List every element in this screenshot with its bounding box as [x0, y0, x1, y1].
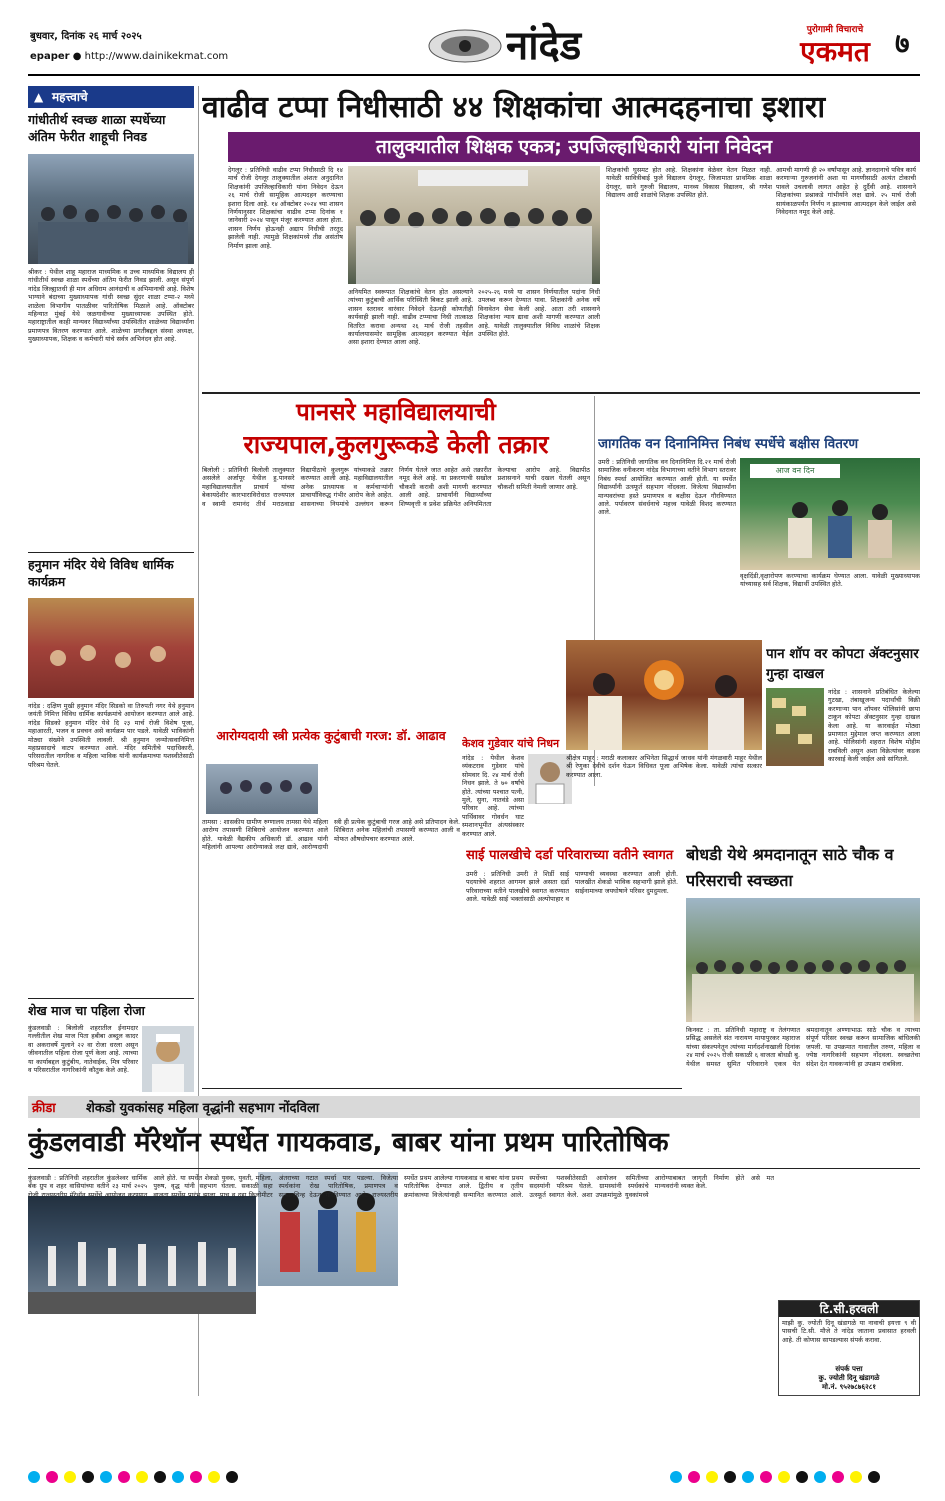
epaper-line — [30, 51, 230, 65]
obituary-body: नांदेड : येथील केशव व्यंकटराव गुडेवार यांचे सोमवार दि. २४ मार्च रोजी निधन झाले. ते ७० वर्षांचे होते. त्यांच्या पश्चात पत्नी, मुले, सुना, नातवंडे असा परिवार आहे. त्यांच्या पार्थिवावर गोवर्धन घाट स्मशानभूमीत अंत्यसंस्कार करण्यात आले. — [462, 754, 524, 838]
group-icon — [348, 166, 600, 284]
sports-banner-text: शेकडो युवकांसह महिला वृद्धांनी सहभाग नोंदविला — [86, 1101, 320, 1116]
deity-icon — [566, 640, 762, 750]
lead-col4: शिक्षकांची घुसमट होत आहे. शिक्षकांना वेळेवर वेतन मिळत नाही. यावेळी सावित्रीबाई फुले विद्यालय देगलूर, जिजामाता प्राथमिक शाळा देगलूर, साने गुरुजी विद्यालय, मानव्य विकास विद्यालय, श्री गणेश विद्यालय आदी शाळांचे शिक्षक उपस्थित होते. — [606, 166, 772, 200]
panasare-headline-1: पानसरे महाविद्यालयाची — [296, 398, 496, 426]
seized-goods-photo — [766, 688, 824, 766]
gathering-icon — [28, 598, 194, 698]
magenta-dot-icon — [190, 1471, 202, 1483]
yellow-dot-icon — [64, 1471, 76, 1483]
page-number: ७ — [895, 27, 910, 60]
cyan-dot-icon — [814, 1471, 826, 1483]
date-line: बुधवार, दिनांक २६ मार्च २०२५ — [30, 31, 142, 42]
logo-tagline: पुरोगामी विचाराचे — [806, 25, 864, 35]
logo-name: एकमत — [800, 35, 870, 68]
harvali-notice — [778, 1300, 920, 1396]
students-photo — [28, 154, 194, 264]
obituary-headline: केशव गुडेवार यांचे निधन — [462, 737, 560, 750]
sports-body: कुंडलवाडी : प्रतिनिधी शहरातील कुंडलेश्वर धार्मिक बँक ग्रुप व शहर वासियांच्या वतीने २३ मार्च २०२५ रोजी राज्यस्तरीय मॅरेथॉन स्पर्धेचे आयोजन करण्यात आले होते. या स्पर्धेत शेकडो युवक, युवती, महिला, पुरुष, वृद्ध यांनी सहभाग घेतला. सकाळी सहा वाजता स्पर्धेस प्रारंभ झाला. पाच व दहा किलोमीटर अंतराच्या गटात स्पर्धा पार पडल्या. विजेत्या स्पर्धकांना रोख पारितोषिक, प्रमाणपत्र व सन्मानचिन्ह देऊन गौरविण्यात आले. राज्यस्तरीय स्पर्धेत प्रथम आलेल्या गायकवाड व बाबर यांना प्रथम पारितोषिक देण्यात आले. द्वितीय व तृतीय क्रमांकाच्या विजेत्यांनाही सन्मानित करण्यात आले. स्पर्धेच्या यशस्वीतेसाठी आयोजन समितीच्या सदस्यांनी परिश्रम घेतले. ग्रामस्थांनी स्पर्धकांचे उत्स्फूर्त स्वागत केले. अशा उपक्रमांमुळे युवकांमध्ये आरोग्याबाबत जागृती निर्माण होते असे मत मान्यवरांनी व्यक्त केले. — [28, 1174, 774, 1199]
harvali-body: माझी कु. ज्योती दिनू खंडागळे या नावाची इयत्ता ९ वी पासची टि.सी. मौजे ते नांदेड जाताना प्रवासात हरवली आहे. ती कोणास सापडल्यास संपर्क करावा. — [782, 1319, 916, 1344]
yellow-dot-icon — [850, 1471, 862, 1483]
person-icon — [142, 1026, 194, 1092]
group-icon — [686, 898, 920, 1022]
cyan-dot-icon — [28, 1471, 40, 1483]
pan-shop-headline: पान शॉप वर कोपटा ॲक्टनुसार गुन्हा दाखल — [766, 646, 919, 682]
cyan-dot-icon — [742, 1471, 754, 1483]
sidebar-story2-body: नांदेड : दक्षिण मुखी हनुमान मंदिर सिडको वा तिरुपती नगर येथे हनुमान जयंती निमित्त विविध धार्मिक कार्यक्रमांचे आयोजन करण्यात आले आहे. नांदेड सिडको हनुमान मंदिर येथे दि २३ मार्च रोजी विशेष पूजा, महाआरती, भजन व प्रवचन असे कार्यक्रम पार पडले. यावेळी भाविकांनी मोठ्या संख्येने उपस्थिती लावली. श्री हनुमान जन्मोत्सवानिमित्त महाप्रसादाचे वाटप करण्यात आले. मंदिर समितीचे पदाधिकारी, परिसरातील नागरिक व महिला भाविक यांनी कार्यक्रमाच्या यशस्वीतेसाठी परिश्रम घेतले. — [28, 702, 194, 769]
black-dot-icon — [796, 1471, 808, 1483]
yellow-dot-icon — [208, 1471, 220, 1483]
yellow-dot-icon — [136, 1471, 148, 1483]
sidebar-story3-title: शेख माज चा पहिला रोजा — [28, 1003, 145, 1018]
packets-icon — [766, 688, 824, 766]
temple-photo-caption: श्रीक्षेत्र माहूर : मराठी कलाकार अभिनेता सिद्धार्थ जाधव यांनी मंगळवारी माहूर येथील श्री रेणुका देवीचे दर्शन घेऊन विधिवत पूजा अभिषेक केला. यावेळी त्यांचा सत्कार करण्यात आला. — [566, 754, 762, 779]
temple-event-photo — [28, 598, 194, 698]
registration-marks-left — [28, 1468, 288, 1484]
harvali-contact-name: कु. ज्योती दिनू खंडागळे — [818, 1374, 880, 1382]
city-title: नांदेड — [506, 23, 582, 69]
pan-shop-body: नांदेड : शासनाने प्रतिबंधित केलेल्या गुटखा, तंबाखूजन्य पदार्थांची विक्री करणाऱ्या पान शॉपवर पोलिसांनी छापा टाकून कोपटा ॲक्टनुसार गुन्हा दाखल केला आहे. या कारवाईत मोठ्या प्रमाणात मुद्देमाल जप्त करण्यात आला आहे. पोलिसांनी शहरात विशेष मोहीम राबविली असून अशा विक्रेत्यांवर कडक कारवाई केली जाईल असे सांगितले. — [828, 688, 920, 764]
website-link[interactable]: http://www.dainikekmat.com — [84, 51, 229, 62]
globe-icon: ● — [72, 51, 82, 62]
lead-headline: वाढीव टप्पा निधीसाठी ४४ शिक्षकांचा आत्मदहनाचा इशारा — [202, 90, 826, 125]
harvali-contact-phone: मो.नं. ९५२७८७६२८१ — [821, 1383, 877, 1391]
magenta-dot-icon — [832, 1471, 844, 1483]
sidebar-section-label: ▲ महत्त्वाचे — [28, 86, 194, 108]
sidebar-story1-body: श्रीकर : येथील शाहू महाराज माध्यमिक व उच्च माध्यमिक विद्यालय ही गांधीतीर्थ स्वच्छ शाळा स्पर्धेच्या अंतिम फेरीत निवड झाली. असून संपूर्ण नांदेड जिल्ह्यातधी ही मान अधिराम आनंदाची व अभिमानाची आहे. विशेष भाग्याने बंदाच्या मुख्याध्यापक गांधी स्वच्छ सुंदर शाळा टप्पा-२ मध्ये शाळेला विभागीय पातळीवर पारितोषिक मिळाले आहे. ऑक्टोबर महिन्यात मुंबई येथे जळगावीच्या मुख्याध्यापक उपस्थित होते. महाराष्ट्रातील काही मान्यवर विद्यार्थ्यांच्या उपस्थितीत शाळेच्या विद्यार्थ्यांना प्रमाणपत्र वितरण करण्यात आले. शाळेच्या प्रगतीबद्दल संस्था अध्यक्ष, मुख्याध्यापक, शिक्षक व कर्मचारी यांचे सर्वत्र अभिनंदन होत आहे. — [28, 268, 194, 344]
black-dot-icon — [868, 1471, 880, 1483]
lead-col1: देगलूर : प्रतिनिधी वाढीव टप्पा निधीसाठी दि १४ मार्च रोजी देगलूर तालुक्यातील अंशतः अनुदानित शिक्षकांनी उपजिल्हाधिकारी यांना निवेदन देऊन २६ मार्च रोजी सामूहिक आत्मदहन करण्याचा इशारा दिला आहे. १४ ऑक्टोबर २०२४ च्या शासन निर्णयानुसार शिक्षकांचा वाढीव टप्पा दिनांक १ जानेवारी २०२४ पासून मंजूर करण्यात आला होता. शासन निर्णय होऊनही अद्याप निधीची तरतूद झालेली नाही. त्यामुळे शिक्षकांमध्ये तीव्र असंतोष निर्माण झाला आहे. — [228, 166, 343, 250]
yellow-dot-icon — [778, 1471, 790, 1483]
lead-col3: २०२५-२६ मध्ये या शासन निर्णयातील पदांना निधी उपलब्ध करून देण्यात यावा. शिक्षकांनी अनेक वर्षे विनावेतन सेवा केली आहे. आता तरी शासनाने शिक्षकांना न्याय द्यावा अशी मागणी करण्यात आली आहे. यावेळी तालुक्यातील विविध शाळांचे शिक्षक उपस्थित होते. — [478, 288, 600, 339]
forest-banner: आज वन दिन — [750, 464, 840, 478]
cleanliness-group-photo — [686, 898, 920, 1022]
lead-col5: आमची मागणी ही २० वर्षांपासून आहे. ज्ञानदानाचे पवित्र कार्य करणाऱ्या गुरुजनांनी अशा या मागणीसाठी अत्यंत टोकाची पावले उचलावी लागत आहेत हे दुर्दैवी आहे. शासनाने शिक्षकांच्या प्रश्नाकडे गांभीर्याने लक्ष द्यावे. २५ मार्च रोजी सायंकाळपर्यंत निर्णय न झाल्यास आत्मदहन केले जाईल असे निवेदनात नमूद केले आहे. — [776, 166, 916, 217]
child-portrait — [142, 1026, 194, 1092]
sai-headline: साई पालखीचे दर्डा परिवाराच्या वतीने स्वागत — [466, 848, 674, 863]
sai-story — [466, 846, 678, 1026]
temple-photo-block — [566, 640, 762, 790]
pan-shop-story — [766, 644, 920, 834]
sports-banner-label: क्रीडा — [32, 1101, 56, 1116]
crowd-icon — [28, 154, 194, 264]
forest-story — [598, 432, 920, 642]
up-arrow-icon: ▲ — [34, 90, 44, 104]
health-headline: आरोग्यदायी स्त्री प्रत्येक कुटुंबाची गरज: डॉ. आढाव — [216, 728, 446, 743]
yellow-dot-icon — [706, 1471, 718, 1483]
harvali-contact-label: संपर्क पत्ता — [835, 1365, 863, 1373]
forest-award-photo — [740, 458, 920, 570]
black-dot-icon — [724, 1471, 736, 1483]
cyan-dot-icon — [100, 1471, 112, 1483]
sai-body: उमरी : प्रतिनिधी उमरी ते शिर्डी साई पदयात्रेचे शहरात आगमन झाले असता दर्डा परिवाराच्या वतीने पालखीचे स्वागत करण्यात आले. यावेळी साई भक्तांसाठी अल्पोपाहार व पाण्याची व्यवस्था करण्यात आली होती. पालखीत शेकडो भाविक सहभागी झाले होते. साईनामाच्या जयघोषाने परिसर दुमदुमला. — [466, 870, 678, 904]
health-body: तामसा : शासकीय ग्रामीण रुग्णालय तामसा येथे महिला आरोग्य तपासणी शिबिराचे आयोजन करण्यात आले होते. यावेळी वैद्यकीय अधिकारी डॉ. आढाव यांनी महिलांनी आपल्या आरोग्याकडे लक्ष द्यावे, आरोग्यदायी स्त्री ही प्रत्येक कुटुंबाची गरज आहे असे प्रतिपादन केले. शिबिरात अनेक महिलांची तपासणी करण्यात आली व मोफत औषधोपचार करण्यात आले. — [202, 818, 460, 852]
magenta-dot-icon — [760, 1471, 772, 1483]
sidebar-story2-title: हनुमान मंदिर येथे विविध धार्मिक कार्यक्रम — [28, 557, 174, 589]
panasare-body: बिलोली : प्रतिनिधी बिलोली तालुक्यात असलेले अर्जापूर येथील हु.पानसरे महाविद्यालयातील प्राचार्य यांच्या बेकायदेशीर कारभाराविरोधात राज्यपाल व स्वामी रामानंद तीर्थ मराठवाडा विद्यापीठाचे कुलगुरू यांच्याकडे तक्रार करण्यात आली आहे. महाविद्यालयातील अनेक प्राध्यापक व कर्मचाऱ्यांनी प्राचार्यांविरुद्ध गंभीर आरोप केले आहेत. शासनाच्या नियमांचे उल्लंघन करून निर्णय घेतले जात आहेत असे तक्रारीत नमूद केले आहे. या प्रकरणाची सखोल चौकशी करावी अशी मागणी करण्यात आली आहे. प्राचार्यांनी विद्यार्थ्यांच्या शिष्यवृत्ती व प्रवेश प्रक्रियेत अनियमितता केल्याचा आरोप आहे. विद्यापीठ प्रशासनाने याची दखल घेतली असून चौकशी समिती नेमली जाणार आहे. — [202, 466, 590, 508]
black-dot-icon — [226, 1471, 238, 1483]
lead-col2: अनियमित स्वरूपात शिक्षकांचे वेतन होत असल्याने त्यांच्या कुटुंबाची आर्थिक परिस्थिती बिकट झाली आहे. शासन स्तरावर वारंवार निवेदने देऊनही कोणतीही कार्यवाही झाली नाही. वाढीव टप्प्याचा निधी तात्काळ वितरित करावा अन्यथा २६ मार्च रोजी तहसील कार्यालयासमोर सामूहिक आत्मदहन करण्यात येईल असा इशारा देण्यात आला आहे. — [348, 288, 473, 347]
black-dot-icon — [82, 1471, 94, 1483]
people-icon — [206, 764, 318, 814]
cyan-dot-icon — [172, 1471, 184, 1483]
sports-banner — [28, 1096, 920, 1118]
masthead — [0, 0, 945, 88]
cyan-dot-icon — [670, 1471, 682, 1483]
registration-marks-right — [670, 1468, 930, 1484]
harvali-title: टि.सी.हरवली — [779, 1301, 919, 1317]
teachers-photo — [348, 166, 600, 284]
ekmat-logo — [782, 22, 888, 72]
forest-photo-caption: वृक्षदिंडी,वृक्षारोपण करण्याचा कार्यक्रम घेण्यात आला. यावेळी मुख्याध्यापक यांच्यासह सर्व शिक्षक, विद्यार्थी उपस्थित होते. — [740, 572, 920, 589]
ornament-icon — [425, 24, 505, 68]
panasare-story — [202, 396, 590, 776]
health-camp-photo — [206, 764, 318, 814]
sports-headline: कुंडलवाडी मॅरेथॉन स्पर्धेत गायकवाड, बाबर यांना प्रथम पारितोषिक — [28, 1127, 669, 1158]
lead-subheadline: तालुक्यातील शिक्षक एकत्र; उपजिल्हाधिकारी यांना निवेदन — [228, 132, 920, 162]
bodhadi-headline: बोधडी येथे श्रमदानातून साठे चौक व परिसराची स्वच्छता — [686, 845, 894, 890]
epaper-label: epaper — [30, 51, 70, 62]
forest-headline: जागतिक वन दिनानिमित्त निबंध स्पर्धेचे बक्षीस वितरण — [598, 436, 859, 452]
sidebar-story3-body: कुंडलवाडी : बिलोली शहरातील ईनामदार गल्लीतील शेख माज पिता हबीबा अब्दुल कादर वा अकरावर्षे मुलाने २२ वा रोजा धरला असून जीवनातील पहिला रोजा पूर्ण केला आहे. त्याच्या या कार्याबद्दल कुटुंबीय, नातेवाईक, मित्र परिवार व परिसरातील नागरिकांनी कौतुक केले आहे. — [28, 1024, 138, 1075]
forest-body: उमरी : प्रतिनिधी जागतिक वन दिनानिमित्त दि.२१ मार्च रोजी सामाजिक वनीकरण नांदेड विभागाच्या वतीने विभाग स्तरावर निबंध स्पर्धा आयोजित करण्यात आली होती. या स्पर्धेत विद्यार्थ्यांनी उत्स्फूर्त सहभाग नोंदवला. विजेत्या विद्यार्थ्यांना मान्यवरांच्या हस्ते प्रमाणपत्र व बक्षीस देऊन गौरविण्यात आले. पर्यावरण संवर्धनाचे महत्त्व यावेळी विशद करण्यात आले. — [598, 458, 736, 517]
award-ceremony-icon — [740, 458, 920, 570]
temple-photo — [566, 640, 762, 750]
bodhadi-body: किनवट : ता. प्रतिनिधी महाराष्ट्र व तेलंगणात प्रसिद्ध असलेले संत नारायण मायापुरकर महाराज यांच्या संकल्पनेतून त्यांच्या मार्गदर्शनाखाली दिनांक २४ मार्च २०२५ रोजी सकाळी ६ वाजता बोधडी बु. येथील समस्त सुमित परिवाराने एकत्र येत श्रमदानातून अण्णाभाऊ साठे चौक व त्याच्या संपूर्ण परिसर स्वच्छ करून सामाजिक बांधिलकी जपली. या उपक्रमात गावातील तरुण, महिला व ज्येष्ठ नागरिकांनी सहभाग नोंदवला. स्वच्छतेचा संदेश देत गावकऱ्यांनी हा उपक्रम राबविला. — [686, 1026, 920, 1068]
black-dot-icon — [154, 1471, 166, 1483]
magenta-dot-icon — [118, 1471, 130, 1483]
magenta-dot-icon — [46, 1471, 58, 1483]
sidebar-story1-title: गांधीतीर्थ स्वच्छ शाळा स्पर्धेच्या अंतिम फेरीत शाहूची निवड — [28, 112, 166, 144]
health-story — [202, 728, 460, 918]
magenta-dot-icon — [688, 1471, 700, 1483]
masthead-ornament — [425, 24, 505, 68]
panasare-headline-2: राज्यपाल,कुलगुरूकडे केली तक्रार — [243, 430, 549, 459]
